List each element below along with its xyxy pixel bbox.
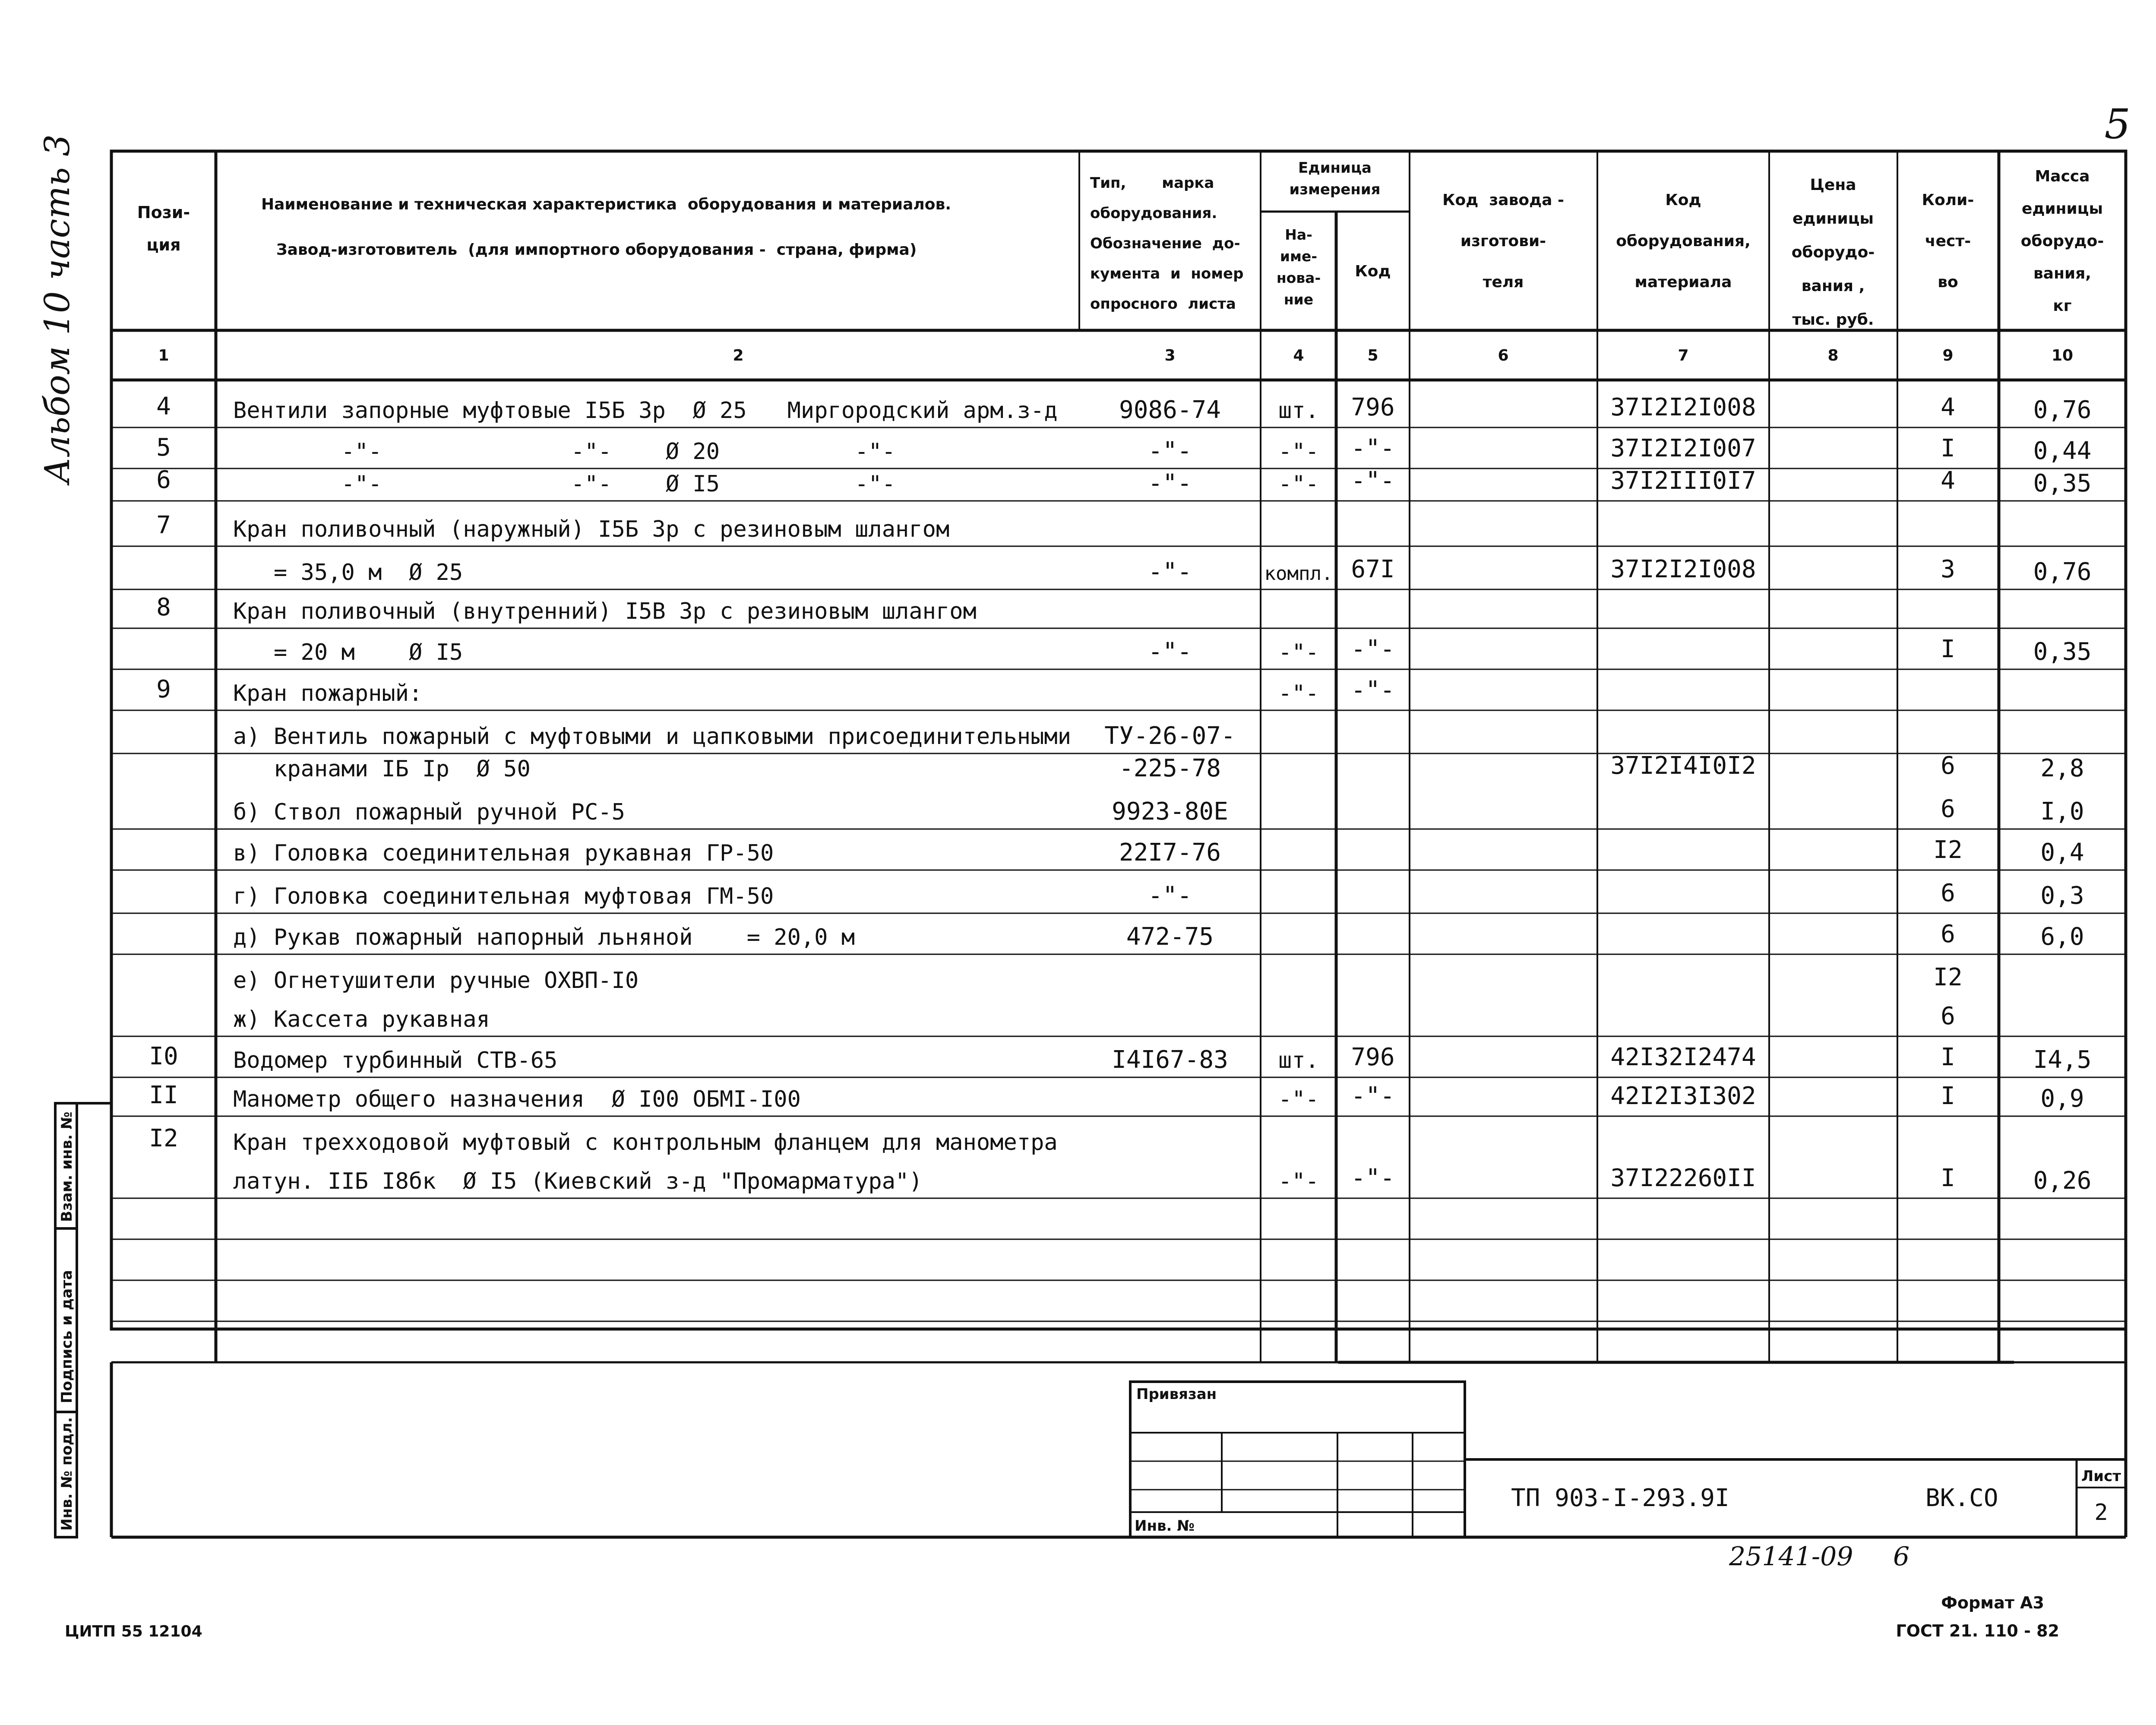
row-position: II [149,1081,178,1109]
table-row [156,392,2091,424]
row-quantity: I [1941,1043,1955,1071]
table-row [156,675,1394,706]
row-unit: шт. [1278,1048,1319,1073]
row-unit: -"- [1278,639,1319,665]
stamp-podpis: Подпись и дата [58,1270,76,1403]
page-number: 5 [2104,101,2131,148]
table-row [156,466,2091,497]
table-header [137,159,2104,329]
row-mass: 0,76 [2033,396,2092,424]
column-number: 6 [1498,347,1509,364]
row-type: ТУ-26-07- [1104,722,1236,750]
table-row [156,434,2091,465]
row-equipment-code: 37I2I2I007 [1610,434,1756,462]
row-name: кранами IБ Iр Ø 50 [233,756,531,782]
table-row [233,1164,2091,1195]
column-number: 2 [733,347,744,364]
row-name: -"- -"- Ø I5 -"- [233,471,896,497]
table-row [156,593,977,624]
row-type: -"- [1148,638,1192,666]
gost-label: ГОСТ 21. 110 - 82 [1896,1621,2059,1640]
side-note: Альбом 10 часть 3 [37,134,77,484]
row-unit-code: -"- [1351,1164,1395,1192]
row-name: латун. IIБ I8бк Ø I5 (Киевский з-д "Промарматура") [233,1168,923,1194]
header-col2-line: Завод-изготовитель (для импортного оборудования - страна, фирма) [276,241,917,259]
header-col3-line: оборудования. [1090,205,1217,222]
table-row [233,836,2084,867]
row-equipment-code: 42I2I3I302 [1610,1082,1756,1110]
row-mass: 0,9 [2040,1085,2084,1113]
row-unit-code: 796 [1351,1043,1395,1071]
row-equipment-code: 37I2I2I008 [1610,393,1756,421]
column-number: 7 [1678,347,1689,364]
row-quantity: I [1941,434,1955,462]
privyazan-label: Привязан [1136,1386,1217,1403]
row-name: -"- -"- Ø 20 -"- [233,439,896,465]
table-row [233,752,2084,782]
row-quantity: 4 [1941,393,1955,421]
table-row [233,635,2091,666]
row-position: 8 [156,593,171,621]
header-col1-line: Пози- [137,203,190,222]
row-position: 9 [156,675,171,703]
row-type: -225-78 [1119,754,1221,782]
row-equipment-code: 37I2I4I0I2 [1610,752,1756,780]
row-quantity: I [1941,1164,1955,1192]
row-unit-code: -"- [1351,434,1395,462]
row-position: 4 [156,392,171,421]
header-col6-line: Код завода - [1442,191,1564,209]
row-equipment-code: 37I2I2I008 [1610,555,1756,583]
row-unit-code: -"- [1351,635,1395,663]
row-position: 5 [156,434,171,462]
table-row [156,511,949,542]
row-type: -"- [1148,558,1192,586]
inv-no-label: Инв. № [1135,1517,1195,1535]
row-unit: -"- [1278,681,1319,706]
row-name: Кран поливочный (внутренний) I5В 3р с резиновым шлангом [233,598,977,624]
row-name: е) Огнетушители ручные ОХВП-I0 [233,968,639,994]
row-name: = 20 м Ø I5 [233,639,463,665]
row-type: -"- [1148,469,1192,497]
header-col7-line: материала [1634,273,1732,291]
row-mass: 0,76 [2033,558,2092,586]
table-row [233,1002,1955,1032]
row-name: Вентили запорные муфтовые I5Б 3р Ø 25 Миргородский арм.з-д [233,398,1058,424]
row-quantity: I [1941,635,1955,663]
row-mass: 0,44 [2033,437,2092,465]
header-col6-line: изготови- [1460,232,1546,250]
table-row [233,963,1963,994]
row-mass: 0,35 [2033,638,2092,666]
row-unit: шт. [1278,398,1319,424]
row-unit-code: -"- [1351,676,1395,704]
row-unit-code: 796 [1351,393,1395,421]
column-number: 1 [158,347,169,364]
header-col8-line: тыс. руб. [1792,311,1874,329]
row-mass: 0,4 [2040,839,2084,867]
header-col4-line: име- [1280,248,1318,265]
header-col9-line: во [1938,273,1958,291]
row-position: I2 [149,1124,178,1152]
row-name: Водомер турбинный СТВ-65 [233,1048,558,1073]
row-quantity: 6 [1941,879,1955,907]
header-col4-line: нова- [1276,269,1321,286]
row-unit-code: -"- [1351,1082,1395,1110]
header-unit-group: Единица [1298,159,1372,177]
header-col3-line: кумента и номер [1090,265,1244,282]
row-unit: -"- [1278,1086,1319,1112]
header-col10-line: единицы [2021,200,2103,218]
row-position: I0 [149,1042,178,1070]
row-type: -"- [1148,437,1192,465]
header-col7-line: Код [1665,191,1701,209]
column-number: 5 [1367,347,1378,364]
row-equipment-code: 37I2III0I7 [1610,467,1756,495]
header-col1-line: ция [146,235,181,254]
table-row [149,1042,2091,1074]
header-col8-line: единицы [1792,210,1874,228]
header-col3-line: Тип, марка [1090,174,1214,192]
row-mass: 6,0 [2040,923,2084,951]
row-name: Кран пожарный: [233,681,423,706]
column-numbers [158,347,2073,364]
header-col8-line: Цена [1810,176,1856,194]
header-col2-line: Наименование и техническая характеристика оборудования и материалов. [261,196,951,213]
row-unit: -"- [1278,471,1319,497]
row-quantity: 6 [1941,795,1955,823]
stamp-inv: Инв. № подл. [58,1417,76,1531]
row-quantity: 3 [1941,555,1955,583]
title-block [1130,1382,2126,1537]
row-name: а) Вентиль пожарный с муфтовыми и цапковыми присоединительными [233,724,1072,750]
header-col3-line: Обозначение до- [1090,235,1240,252]
table-row [233,722,1236,750]
table-row [233,555,2091,586]
column-number: 8 [1827,347,1839,364]
doc-mark: ВК.СО [1925,1484,1998,1512]
header-col7-line: оборудования, [1616,232,1751,250]
row-mass: 0,3 [2040,882,2084,910]
row-quantity: 4 [1941,467,1955,495]
row-position: 7 [156,511,171,539]
header-col10-line: вания, [2033,265,2091,282]
doc-code: ТП 903-I-293.9I [1511,1484,1729,1512]
sheet-number: 2 [2094,1500,2108,1526]
row-mass: I,0 [2040,798,2084,826]
header-col4-line: На- [1285,226,1312,243]
header-col10-line: Масса [2035,168,2090,185]
row-type: -"- [1148,882,1192,910]
row-quantity: 6 [1941,1002,1955,1030]
table-row [233,879,2084,910]
header-col4-line: ние [1283,291,1314,308]
row-name: Манометр общего назначения Ø I00 ОБМI-I00 [233,1086,801,1112]
table-row [233,795,2084,826]
header-col9-line: чест- [1925,232,1971,250]
row-equipment-code: 42I32I2474 [1610,1043,1756,1071]
header-col10-line: оборудо- [2020,232,2104,250]
header-col8-line: оборудо- [1791,244,1875,261]
column-number: 3 [1164,347,1176,364]
row-equipment-code: 37I22260II [1610,1164,1756,1192]
header-col9-line: Коли- [1922,191,1974,209]
row-name: в) Головка соединительная рукавная ГР-50 [233,840,774,866]
row-unit: компл. [1264,563,1333,585]
row-name: б) Ствол пожарный ручной РС-5 [233,799,625,825]
row-unit-code: 67I [1351,555,1395,583]
org-code: ЦИТП 55 12104 [65,1623,202,1640]
row-quantity: I2 [1933,836,1963,864]
row-quantity: 6 [1941,920,1955,948]
row-position: 6 [156,466,171,494]
row-unit-code: -"- [1351,467,1395,495]
column-number: 10 [2051,347,2074,364]
table-row [149,1124,1057,1155]
row-mass: 0,26 [2033,1167,2092,1195]
column-number: 4 [1293,347,1304,364]
row-name: = 35,0 м Ø 25 [233,560,463,586]
column-number: 9 [1942,347,1954,364]
row-type: 9923-80Е [1112,798,1228,826]
row-type: I4I67-83 [1112,1046,1228,1074]
row-mass: 2,8 [2040,754,2084,782]
row-name: Кран поливочный (наружный) I5Б 3р с резиновым шлангом [233,516,950,542]
row-name: г) Головка соединительная муфтовая ГМ-50 [233,883,774,909]
row-type: 9086-74 [1119,396,1221,424]
header-col5: Код [1355,263,1391,280]
row-quantity: 6 [1941,752,1955,780]
row-unit: -"- [1278,439,1319,465]
handwritten-sheet: 6 [1893,1541,1910,1572]
table-row [233,920,2084,951]
row-name: ж) Кассета рукавная [233,1007,490,1032]
table-row [149,1081,2084,1113]
row-mass: I4,5 [2033,1046,2092,1074]
format-label: Формат А3 [1941,1593,2044,1612]
row-quantity: I [1941,1082,1955,1110]
header-col3-line: опросного листа [1090,295,1236,313]
header-col8-line: вания , [1801,277,1865,295]
sheet-label: Лист [2081,1468,2121,1485]
row-name: д) Рукав пожарный напорный льняной = 20,0 м [233,924,855,950]
header-col10-line: кг [2053,297,2072,315]
stamp-vzam: Взам. инв. № [58,1111,76,1222]
row-type: 472-75 [1126,923,1214,951]
handwritten-number: 25141-09 [1729,1541,1853,1572]
row-quantity: I2 [1933,963,1963,991]
header-unit-group: измерения [1289,181,1381,198]
table-body [149,392,2091,1195]
row-mass: 0,35 [2033,469,2092,497]
row-unit: -"- [1278,1168,1319,1194]
header-col6-line: теля [1483,273,1524,291]
row-type: 22I7-76 [1119,839,1221,867]
row-name: Кран трехходовой муфтовый с контрольным фланцем для манометра [233,1130,1058,1155]
